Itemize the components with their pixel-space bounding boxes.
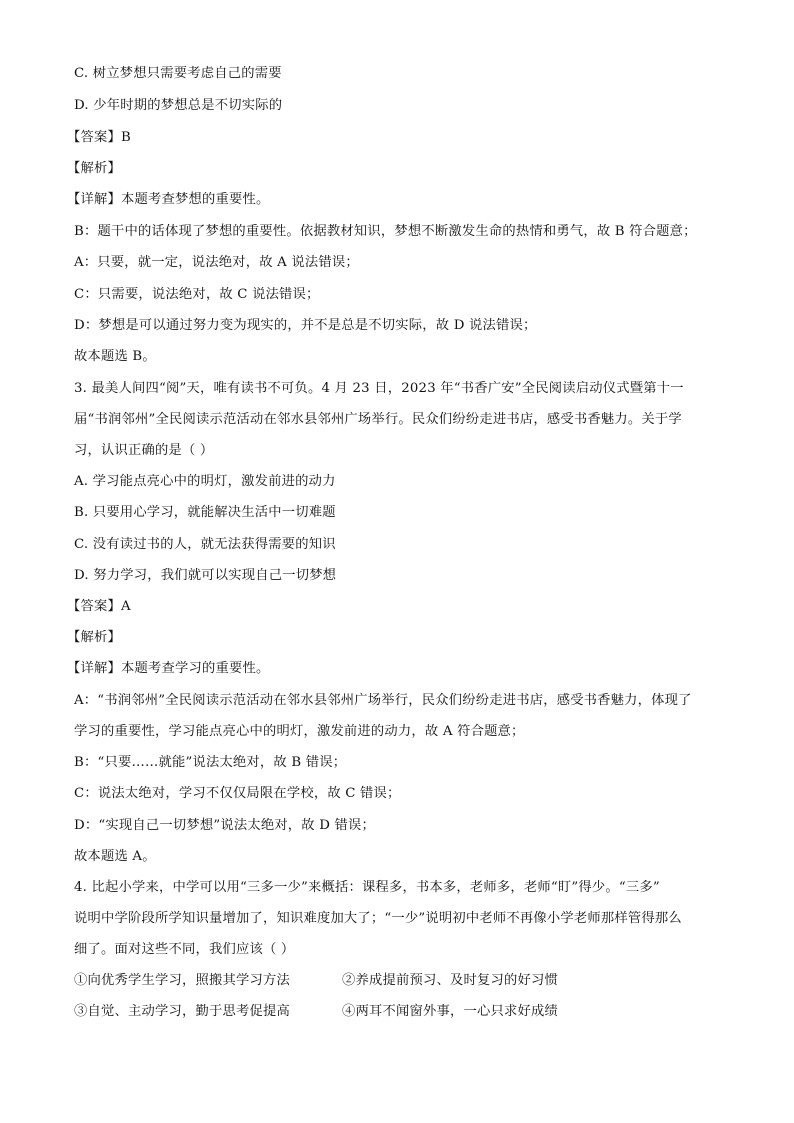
explanation-line: C：只需要，说法绝对，故 C 说法错误； [74, 287, 320, 302]
analysis-label: 【解析】 [67, 161, 121, 176]
explanation-line: B：题干中的话体现了梦想的重要性。依据教材知识，梦想不断激发生命的热情和勇气，故 B 符合题意； [74, 224, 697, 239]
question-4-stem: 说明中学阶段所学知识量增加了，知识难度加大了；“一少”说明初中老师不再像小学老师那样管得那么 [74, 911, 682, 926]
detail-label: 【详解】本题考查学习的重要性。 [67, 661, 270, 676]
options-row-1 [74, 971, 720, 991]
options-row-2 [74, 1002, 720, 1022]
option-c-line: C. 树立梦想只需要考虑自己的需要 [74, 66, 282, 81]
explanation-line: B：“只要……就能”说法太绝对，故 B 错误； [74, 755, 347, 770]
question-3-stem: 3. 最美人间四“阅”天，唯有读书不可负。4 月 23 日，2023 年“书香广安”全民阅读启动仪式暨第十一 [74, 381, 684, 396]
option-4: ④两耳不闻窗外事，一心只求好成绩 [342, 1004, 558, 1019]
explanation-line: A：只要，就一定，说法绝对，故 A 说法错误； [74, 255, 359, 270]
option-d-line: D. 努力学习，我们就可以实现自己一切梦想 [74, 568, 337, 583]
explanation-line: 学习的重要性，学习能点亮心中的明灯，激发前进的动力，故 A 符合题意； [74, 724, 525, 739]
question-4-stem: 细了。面对这些不同，我们应该（ ） [74, 942, 295, 957]
explanation-line: D：梦想是可以通过努力变为现实的，并不是总是不切实际，故 D 说法错误； [74, 318, 537, 333]
analysis-label: 【解析】 [67, 630, 121, 645]
option-2: ②养成提前预习、及时复习的好习惯 [342, 973, 558, 988]
question-3-stem: 届“书润邻州”全民阅读示范活动在邻水县邻州广场举行。民众们纷纷走进书店，感受书香魅力。关于学 [74, 412, 682, 427]
answer-label: 【答案】B [67, 130, 131, 145]
option-d-line: D. 少年时期的梦想总是不切实际的 [74, 98, 283, 113]
answer-label: 【答案】A [67, 599, 131, 614]
conclusion-line: 故本题选 A。 [74, 849, 156, 864]
option-1: ①向优秀学生学习，照搬其学习方法 [74, 973, 290, 988]
option-a-line: A. 学习能点亮心中的明灯，激发前进的动力 [74, 474, 336, 489]
explanation-line: D：“实现自己一切梦想”说法太绝对，故 D 错误； [74, 818, 376, 833]
detail-label: 【详解】本题考查梦想的重要性。 [67, 192, 270, 207]
explanation-line: C：说法太绝对，学习不仅仅局限在学校，故 C 错误； [74, 786, 401, 801]
option-c-line: C. 没有读过书的人，就无法获得需要的知识 [74, 537, 336, 552]
question-3-stem: 习，认识正确的是（ ） [74, 443, 214, 458]
conclusion-line: 故本题选 B。 [74, 349, 156, 364]
option-3: ③自觉、主动学习，勤于思考促提高 [74, 1004, 290, 1019]
option-b-line: B. 只要用心学习，就能解决生活中一切难题 [74, 505, 336, 520]
explanation-line: A：“书润邻州”全民阅读示范活动在邻水县邻州广场举行，民众们纷纷走进书店，感受书香魅力，体现了 [74, 693, 692, 708]
question-4-stem: 4. 比起小学来，中学可以用“三多一少”来概括：课程多，书本多，老师多，老师“盯”得少。“三多” [74, 880, 660, 895]
